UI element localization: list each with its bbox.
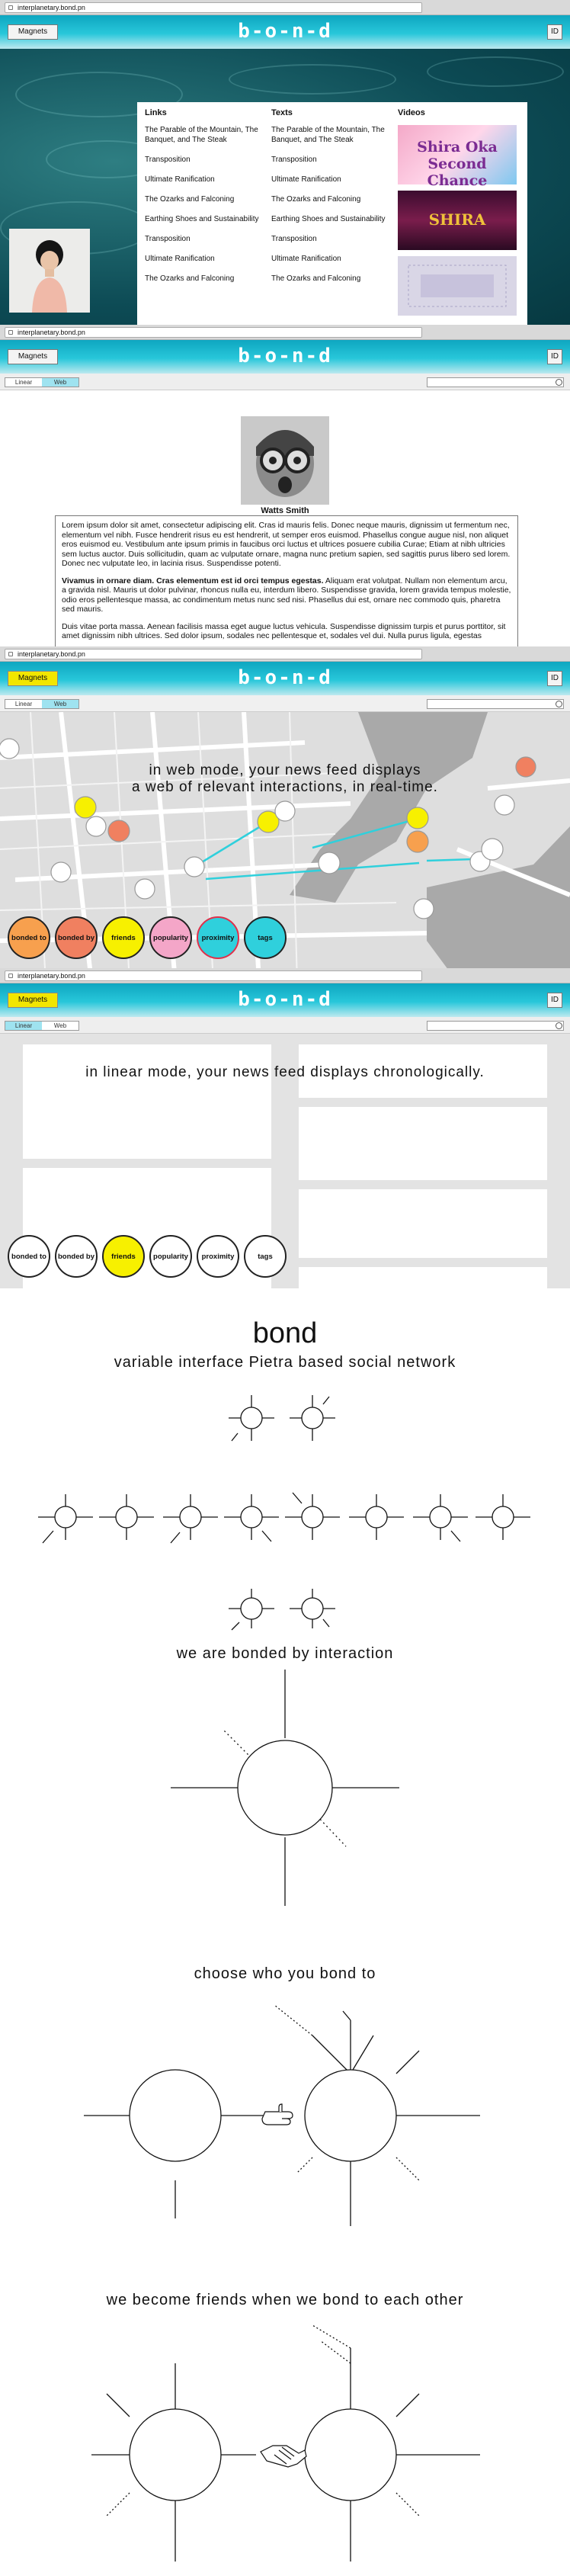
url-text: interplanetary.bond.pn (18, 329, 85, 336)
app-header (0, 983, 570, 1017)
list-item[interactable]: Transposition (271, 156, 317, 164)
screen-linear-mode (0, 968, 570, 1288)
concept-infographic (0, 1288, 570, 2576)
column-heading: Texts (271, 108, 293, 117)
url-field[interactable] (5, 649, 422, 659)
feed-card[interactable] (299, 1189, 547, 1258)
profile-photo[interactable] (9, 229, 90, 313)
info-title: bond (252, 1317, 318, 1349)
list-item[interactable]: Ultimate Ranification (145, 175, 215, 184)
app-header (0, 662, 570, 695)
id-button[interactable]: ID (547, 349, 562, 364)
magnets-button[interactable]: Magnets (8, 349, 58, 364)
list-item[interactable]: Earthing Shoes and Sustainability (271, 215, 386, 223)
choose-bond-caption: choose who you bond to (194, 1965, 376, 1982)
logo: b-o-n-d (238, 20, 332, 43)
web-tab[interactable]: Web (42, 378, 78, 387)
id-button[interactable]: ID (547, 993, 562, 1008)
column-heading: Videos (398, 108, 425, 117)
magnets-button[interactable]: Magnets (8, 24, 58, 40)
filter-proximity[interactable]: proximity (197, 916, 239, 959)
url-text: interplanetary.bond.pn (18, 4, 85, 11)
filter-friends[interactable]: friends (102, 1235, 145, 1278)
url-text: interplanetary.bond.pn (18, 650, 85, 658)
video-thumbnail[interactable] (398, 191, 517, 250)
web-tab[interactable]: Web (42, 700, 78, 708)
lock-icon (8, 974, 13, 978)
list-item[interactable]: Transposition (145, 156, 191, 164)
filter-popularity[interactable]: popularity (149, 1235, 192, 1278)
texts-column (271, 108, 386, 294)
filter-friends[interactable]: friends (102, 916, 145, 959)
view-bar (0, 695, 570, 712)
url-field[interactable] (5, 2, 422, 13)
profile-name: Watts Smith (261, 506, 309, 515)
list-item[interactable]: The Parable of the Mountain, The Banquet, and The Steak (271, 126, 385, 144)
lock-icon (8, 5, 13, 10)
search-icon[interactable] (556, 379, 562, 386)
paragraph-text: Lorem ipsum dolor sit amet, consectetur adipiscing elit. Cras id mauris felis. Donec neque mauris, dignissim ut fermentum nec, elementum vel nibh. Fusce hendrerit risus eu est hendrerit, ut semper eros euismod. Phasellus congue augue nisl, non aliquet eros euismod eu. Vestibulum ante ipsum primis in faucibus orci luctus et ultrices posuere cubilia Curae; Etiam at nibh ultricies sem luctus auctor. Duis sollicitudin, quam ac vulputate ornare, magna nunc pretium sapien, sed sagittis purus libero sed lorem. Donec nec vulputate leo, in lacinia risus. Suspendisse potenti. (62, 521, 511, 568)
filter-bar (8, 916, 287, 959)
videos-column (398, 108, 512, 125)
url-field[interactable] (5, 970, 422, 981)
paragraph (62, 622, 511, 641)
links-column (145, 108, 259, 294)
view-toggle (5, 699, 79, 709)
friendship-diagram (84, 2318, 488, 2569)
magnets-button[interactable]: Magnets (8, 993, 58, 1008)
url-text: interplanetary.bond.pn (18, 972, 85, 980)
profile-text (55, 515, 518, 657)
lock-icon (8, 652, 13, 656)
browser-bar (0, 0, 570, 15)
id-button[interactable]: ID (547, 24, 562, 40)
paragraph (62, 576, 511, 614)
filter-tags[interactable]: tags (244, 916, 287, 959)
filter-bonded-by[interactable]: bonded by (55, 916, 98, 959)
screen-home (0, 0, 570, 331)
paragraph (62, 521, 511, 569)
search-input[interactable] (427, 1021, 564, 1031)
content-panel (137, 102, 527, 331)
search-input[interactable] (427, 377, 564, 387)
interaction-caption: we are bonded by interaction (176, 1645, 394, 1662)
paragraph-text: Aliquam erat volutpat. Nullam non elementum arcu, a gravida nisl. Mauris ut dolor pulvinar, rhoncus nulla eu, interdum libero. Suspendisse gravida, lorem gravida tempus molestie, odio eros pellentesque massa, ac condimentum metus nunc sed nisi. Phasellus dui est, ornare nec commodo quis, pharetra sed mauris. (62, 576, 511, 614)
list-item[interactable]: Ultimate Ranification (271, 175, 341, 184)
logo: b-o-n-d (238, 345, 332, 367)
id-button[interactable]: ID (547, 671, 562, 686)
linear-tab[interactable]: Linear (14, 379, 33, 386)
info-subtitle: variable interface Pietra based social network (114, 1354, 456, 1371)
search-icon[interactable] (556, 1022, 562, 1029)
view-bar (0, 1017, 570, 1034)
url-field[interactable] (5, 327, 422, 338)
list-item[interactable]: The Parable of the Mountain, The Banquet, and The Steak (145, 126, 258, 144)
list-item[interactable]: The Ozarks and Falconing (271, 195, 361, 204)
list-item[interactable]: Ultimate Ranification (145, 255, 215, 263)
view-toggle (5, 1021, 79, 1031)
search-input[interactable] (427, 699, 564, 709)
filter-bonded-to[interactable]: bonded to (8, 916, 50, 959)
video-title: Shira Oka Second Chance (417, 139, 498, 189)
handshake-icon (261, 2446, 306, 2467)
list-item[interactable]: The Ozarks and Falconing (271, 274, 361, 283)
single-node-diagram (171, 1670, 399, 1906)
paragraph-text: Duis vitae porta massa. Aenean facilisis massa eget augue luctus vehicula. Suspendisse dignissim turpis et purus porttitor, sit amet dignissim nibh ultrices. Sed dolor ipsum, sodales nec pellentesque et, sodales vel dui. Nulla purus ligula, egestas (62, 621, 506, 640)
paragraph-lead: Vivamus in ornare diam. Cras elementum est id orci tempus egestas. (62, 576, 324, 585)
logo: b-o-n-d (238, 666, 332, 689)
magnets-button[interactable]: Magnets (8, 671, 58, 686)
list-item[interactable]: Ultimate Ranification (271, 255, 341, 263)
list-item[interactable]: Transposition (145, 235, 191, 243)
feed-card[interactable] (23, 1044, 271, 1159)
video-thumbnail[interactable] (398, 256, 517, 316)
filter-tags[interactable]: tags (244, 1235, 287, 1278)
logo: b-o-n-d (238, 988, 332, 1011)
pointing-hand-icon (262, 2104, 293, 2125)
app-header (0, 340, 570, 374)
screen-profile (0, 325, 570, 660)
feed-card[interactable] (299, 1267, 547, 1288)
column-heading: Links (145, 108, 167, 117)
video-title: SHIRA (428, 210, 486, 229)
web-tab[interactable]: Web (53, 1022, 67, 1029)
browser-bar (0, 968, 570, 983)
view-toggle (5, 377, 79, 387)
video-thumbnail[interactable] (398, 125, 517, 189)
web-caption-line1: in web mode, your news feed displays (149, 762, 421, 778)
list-item[interactable]: Transposition (271, 235, 317, 243)
lock-icon (8, 330, 13, 335)
web-caption-line2: a web of relevant interactions, in real-time. (132, 779, 438, 795)
list-item[interactable]: The Ozarks and Falconing (145, 195, 235, 204)
filter-bar (8, 1235, 287, 1278)
filter-bonded-by[interactable]: bonded by (55, 1235, 98, 1278)
list-item[interactable]: The Ozarks and Falconing (145, 274, 235, 283)
browser-bar (0, 646, 570, 662)
linear-tab[interactable]: Linear (5, 1022, 42, 1030)
filter-popularity[interactable]: popularity (149, 916, 192, 959)
filter-proximity[interactable]: proximity (197, 1235, 239, 1278)
list-item[interactable]: Earthing Shoes and Sustainability (145, 215, 259, 223)
browser-bar (0, 325, 570, 340)
linear-caption: in linear mode, your news feed displays chronologically. (85, 1064, 485, 1080)
network-molecules-diagram (0, 1387, 570, 1631)
search-icon[interactable] (556, 701, 562, 707)
feed-card[interactable] (299, 1107, 547, 1180)
app-header (0, 15, 570, 49)
view-bar (0, 374, 570, 390)
screen-web-mode (0, 646, 570, 982)
profile-image[interactable] (241, 416, 329, 505)
bond-choice-diagram (84, 1990, 488, 2234)
filter-bonded-to[interactable]: bonded to (8, 1235, 50, 1278)
linear-tab[interactable]: Linear (14, 701, 33, 707)
friends-caption: we become friends when we bond to each other (106, 2292, 464, 2308)
